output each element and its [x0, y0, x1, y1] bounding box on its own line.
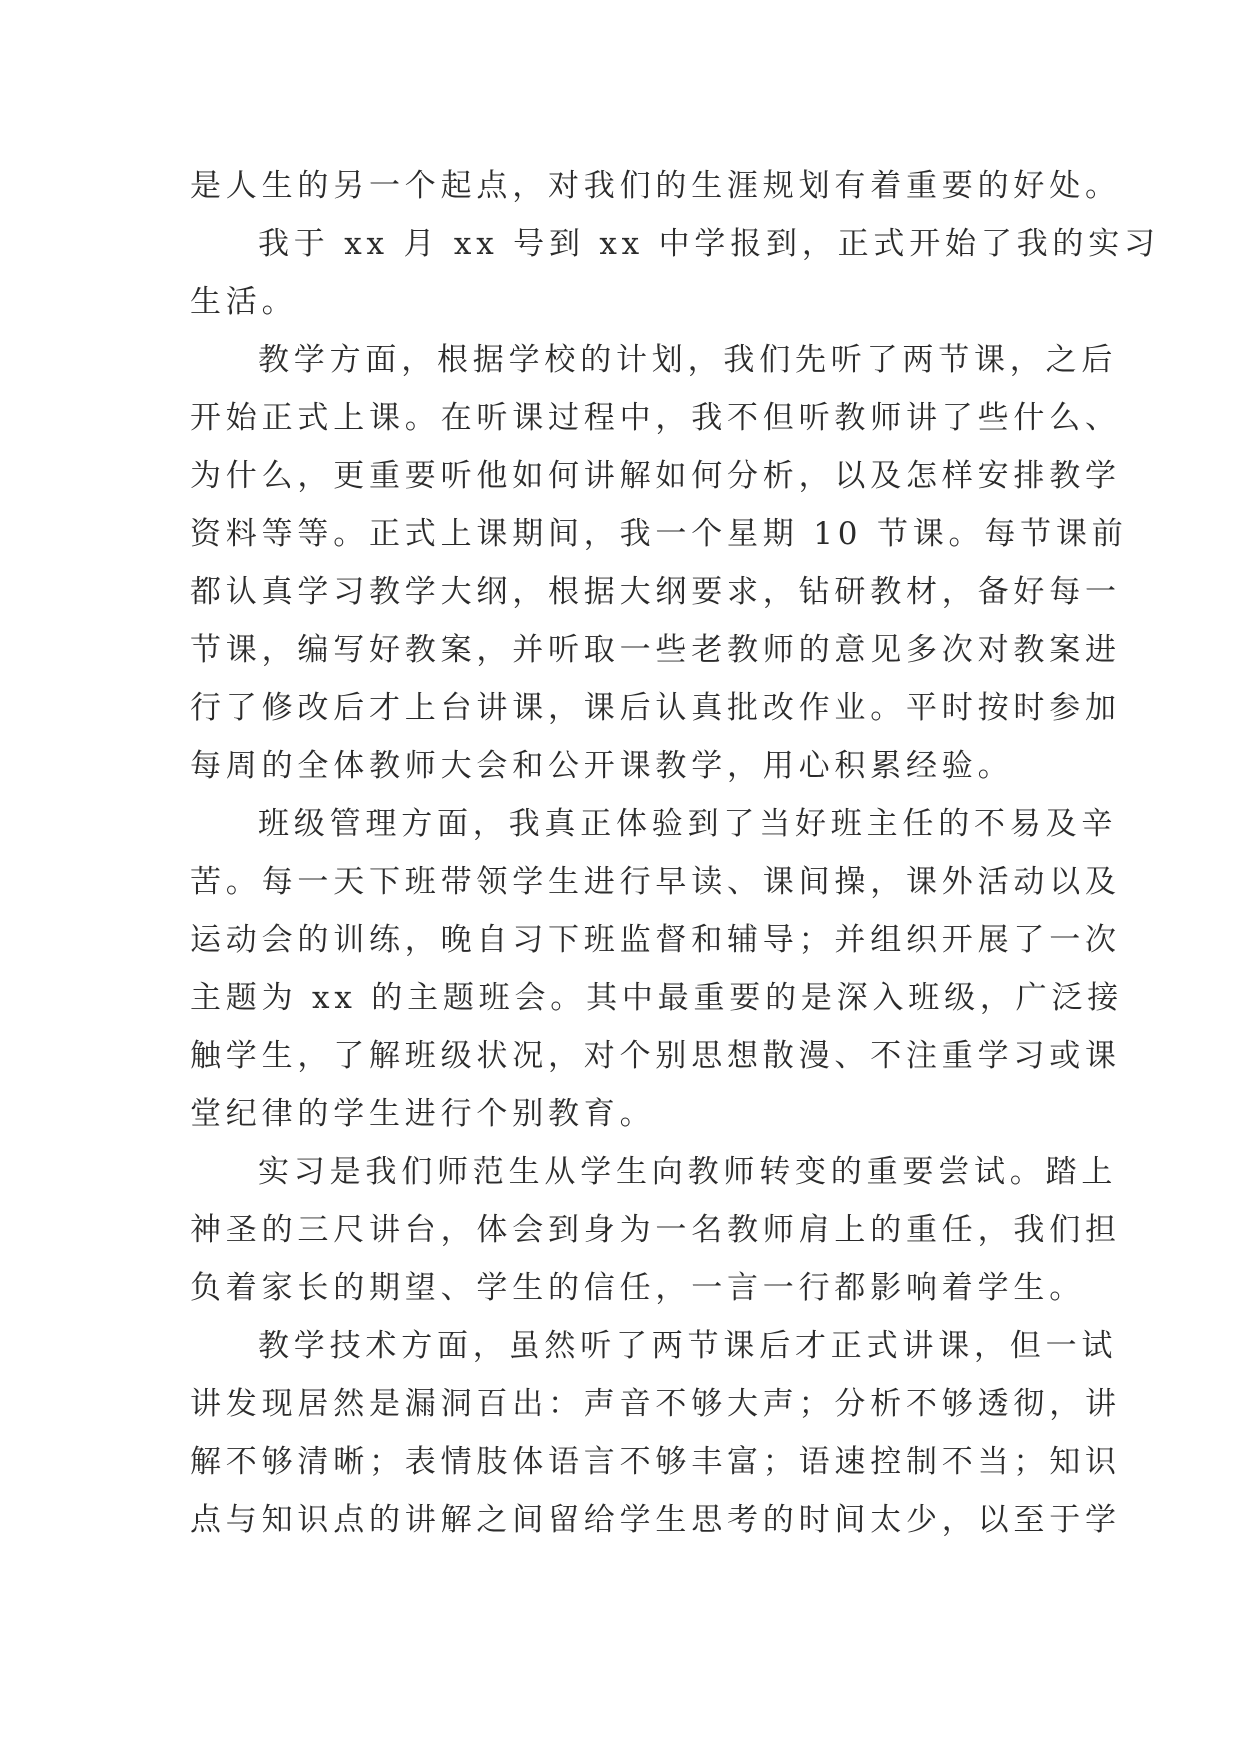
text-line: 开始正式上课。在听课过程中，我不但听教师讲了些什么、	[190, 400, 1121, 436]
text-line: 每周的全体教师大会和公开课教学，用心积累经验。	[190, 748, 1014, 784]
text-line: 解不够清晰；表情肢体语言不够丰富；语速控制不当；知识	[190, 1444, 1121, 1480]
text-line: 讲发现居然是漏洞百出：声音不够大声；分析不够透彻，讲	[190, 1386, 1121, 1422]
body-text	[190, 157, 1160, 1549]
text-line: 堂纪律的学生进行个别教育。	[190, 1096, 656, 1132]
text-line: 是人生的另一个起点，对我们的生涯规划有着重要的好处。	[190, 168, 1121, 204]
text-line: 负着家长的期望、学生的信任，一言一行都影响着学生。	[190, 1270, 1085, 1306]
paragraph-start-line: 实习是我们师范生从学生向教师转变的重要尝试。踏上	[258, 1154, 1118, 1190]
paragraph-start-line: 教学方面，根据学校的计划，我们先听了两节课，之后	[258, 342, 1118, 378]
text-line: 神圣的三尺讲台，体会到身为一名教师肩上的重任，我们担	[190, 1212, 1121, 1248]
text-line: 都认真学习教学大纲，根据大纲要求，钻研教材，备好每一	[190, 574, 1121, 610]
text-line: 生活。	[190, 284, 298, 320]
text-line: 苦。每一天下班带领学生进行早读、课间操，课外活动以及	[190, 864, 1121, 900]
paragraph-start-line: 教学技术方面，虽然听了两节课后才正式讲课，但一试	[258, 1328, 1118, 1364]
text-line: 运动会的训练，晚自习下班监督和辅导；并组织开展了一次	[190, 922, 1121, 958]
paragraph-start-line: 班级管理方面，我真正体验到了当好班主任的不易及辛	[258, 806, 1118, 842]
paragraph-start-line: 我于 xx 月 xx 号到 xx 中学报到，正式开始了我的实习	[258, 226, 1160, 262]
text-line: 触学生，了解班级状况，对个别思想散漫、不注重学习或课	[190, 1038, 1121, 1074]
text-line: 行了修改后才上台讲课，课后认真批改作业。平时按时参加	[190, 690, 1121, 726]
text-line: 主题为 xx 的主题班会。其中最重要的是深入班级，广泛接	[190, 980, 1124, 1016]
text-line: 节课，编写好教案，并听取一些老教师的意见多次对教案进	[190, 632, 1121, 668]
text-line: 点与知识点的讲解之间留给学生思考的时间太少，以至于学	[190, 1502, 1121, 1538]
text-line: 为什么，更重要听他如何讲解如何分析，以及怎样安排教学	[190, 458, 1121, 494]
text-line: 资料等等。正式上课期间，我一个星期 10 节课。每节课前	[190, 516, 1128, 552]
